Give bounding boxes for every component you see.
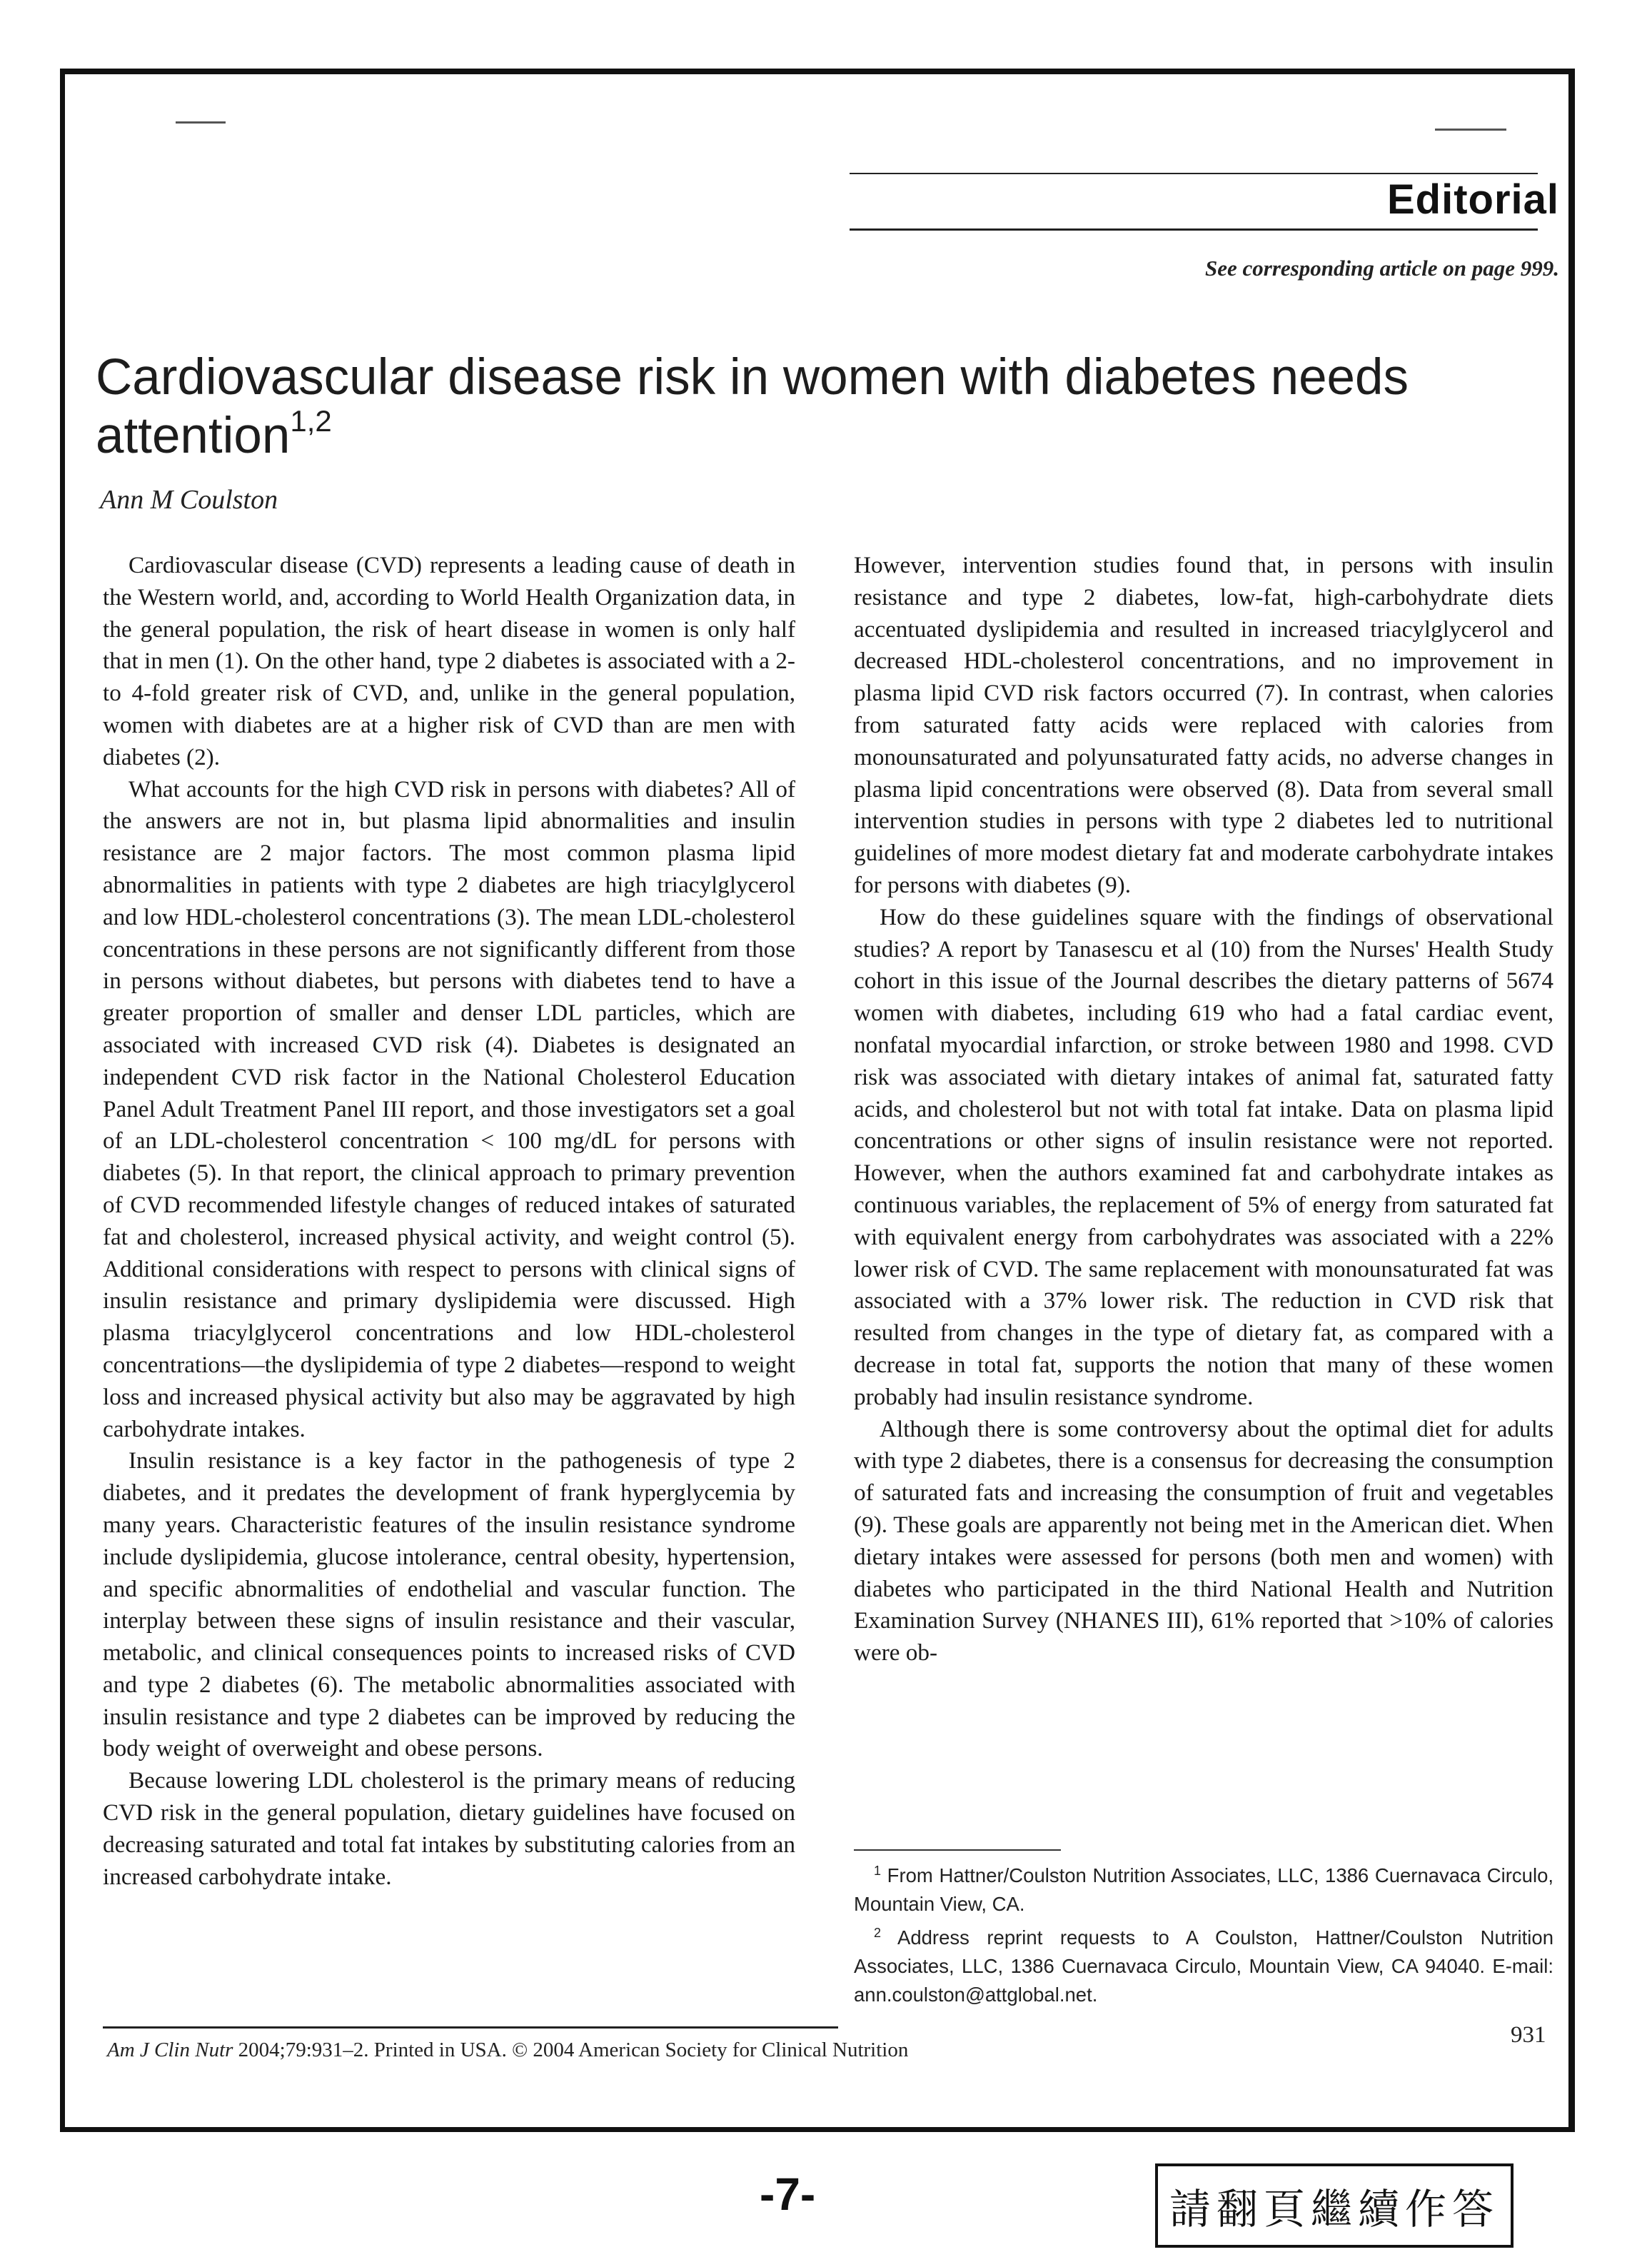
- footnote: [854, 1856, 1553, 1919]
- header-rule-bottom: [850, 228, 1538, 231]
- footnote-rule: [854, 1849, 1061, 1851]
- footnote-text: Address reprint requests to A Coulston, Hattner/Coulston Nutrition Associates, LLC, 1386 Cuernavaca Circulo, Mountain View, CA 94040. E-mail: ann.coulston@attglobal.net.: [854, 1926, 1553, 2006]
- citation-text: 2004;79:931–2. Printed in USA. © 2004 American Society for Clinical Nutrition: [238, 2039, 909, 2061]
- header-rule-top: [850, 173, 1538, 174]
- footnote-text: From Hattner/Coulston Nutrition Associates, LLC, 1386 Cuernavaca Circulo, Mountain View, CA.: [854, 1864, 1553, 1916]
- scan-speck: [176, 121, 226, 124]
- journal-name: Am J Clin Nutr: [107, 2039, 233, 2061]
- continue-note-text: 請翻頁繼續作答: [1169, 2185, 1499, 2233]
- continue-note-box: [1155, 2163, 1514, 2248]
- left-column: [103, 550, 795, 1893]
- right-column: [854, 550, 1553, 1669]
- article-title: [96, 348, 1523, 466]
- paragraph: However, intervention studies found that, in persons with insulin resistance and type 2 diabetes, low-fat, high-carbohydrate diets accentuated dyslipidemia and resulted in increased triacylglycerol and decreased HDL-cholesterol concentrations, and no improvement in plasma lipid CVD risk factors occurred (7). In contrast, when calories from saturated fatty acids were replaced with calories from monounsaturated and polyunsaturated fatty acids, no adverse changes in plasma lipid concentrations were observed (8). Data from several small intervention studies in persons with type 2 diabetes led to nutritional guidelines of more modest dietary fat and moderate carbohydrate intakes for persons with diabetes (9).: [854, 552, 1553, 898]
- paragraph: Although there is some controversy about the optimal diet for adults with type 2 diabetes, there is a consensus for decreasing the consumption of saturated fats and increasing the consumption of fruit and vegetables (9). These goals are apparently not being met in the American diet. When dietary intakes were assessed for persons (both men and women) with diabetes who participated in the third National Health and Nutrition Examination Survey (NHANES III), 61% reported that >10% of calories were ob-: [854, 1415, 1553, 1667]
- footer-rule: [103, 2026, 838, 2029]
- paragraph: Insulin resistance is a key factor in the pathogenesis of type 2 diabetes, and it predates the development of frank hyperglycemia by many years. Characteristic features of the insulin resistance syndrome include dyslipidemia, glucose intolerance, central obesity, hypertension, and specific abnormalities of endothelial and vascular function. The interplay between these signs of insulin resistance and their vascular, metabolic, and clinical consequences points to increased risks of CVD and type 2 diabetes (6). The metabolic abnormalities associated with insulin resistance and type 2 diabetes can be improved by reducing the body weight of overweight and obese persons.: [103, 1447, 795, 1762]
- title-text: Cardiovascular disease risk in women with diabetes needs attention: [96, 349, 1409, 464]
- section-label: Editorial: [1386, 176, 1559, 223]
- citation-line: [107, 2039, 908, 2062]
- footnotes: [854, 1856, 1553, 2009]
- exam-sheet-number: -7-: [760, 2168, 816, 2220]
- footnote: [854, 1919, 1553, 2009]
- paragraph: How do these guidelines square with the findings of observational studies? A report by Tanasescu et al (10) from the Nurses' Health Study cohort in this issue of the Journal describes the dietary patterns of 5674 women with diabetes, including 619 who had a fatal cardiac event, nonfatal myocardial infarction, or stroke between 1980 and 1998. CVD risk was associated with dietary intakes of animal fat, saturated fatty acids, and cholesterol but not with total fat intake. Data on plasma lipid concentrations or other signs of insulin resistance were not reported. However, when the authors examined fat and carbohydrate intakes as continuous variables, the replacement of 5% of energy from saturated fat with equivalent energy from carbohydrates was associated with a 22% lower risk of CVD. The same replacement with monounsaturated fat was associated with a 37% lower risk. The reduction in CVD risk that resulted from changes in the type of dietary fat, as compared with a decrease in total fat, supports the notion that many of these women probably had insulin resistance syndrome.: [854, 903, 1553, 1410]
- title-footnote-marks: 1,2: [290, 404, 332, 438]
- paragraph: What accounts for the high CVD risk in persons with diabetes? All of the answers are not in, but plasma lipid abnormalities and insulin resistance are 2 major factors. The most common plasma lipid abnormalities in patients with type 2 diabetes are high triacylglycerol and low HDL-cholesterol concentrations (3). The mean LDL-cholesterol concentrations in these persons are not significantly different from those in persons without diabetes, but persons with diabetes tend to have a greater proportion of smaller and denser LDL particles, which are associated with increased CVD risk (4). Diabetes is designated an independent CVD risk factor in the National Cholesterol Education Panel Adult Treatment Panel III report, and those investigators set a goal of an LDL-cholesterol concentration < 100 mg/dL for persons with diabetes (5). In that report, the clinical approach to primary prevention of CVD recommended lifestyle changes of reduced intakes of saturated fat and cholesterol, increased physical activity, and weight control (5). Additional considerations with respect to persons with clinical signs of insulin resistance and primary dyslipidemia were discussed. High plasma triacylglycerol concentrations and low HDL-cholesterol concentrations—the dyslipidemia of type 2 diabetes—respond to weight loss and increased physical activity but also may be aggravated by high carbohydrate intakes.: [103, 775, 795, 1442]
- scan-speck: [1435, 129, 1506, 131]
- page-number: 931: [1511, 2022, 1546, 2048]
- corresponding-article-note: See corresponding article on page 999.: [1205, 256, 1559, 281]
- paragraph: Cardiovascular disease (CVD) represents a leading cause of death in the Western world, and, according to World Health Organization data, in the general population, the risk of heart disease in women is only half that in men (1). On the other hand, type 2 diabetes is associated with a 2- to 4-fold greater risk of CVD, and, unlike in the general population, women with diabetes are at a higher risk of CVD than are men with diabetes (2).: [103, 552, 795, 770]
- footnote-mark: 2: [874, 1926, 882, 1941]
- footnote-mark: 1: [874, 1864, 882, 1878]
- paragraph: Because lowering LDL cholesterol is the primary means of reducing CVD risk in the general population, dietary guidelines have focused on decreasing saturated and total fat intakes by substituting calories from an increased carbohydrate intake.: [103, 1767, 795, 1890]
- author-name: Ann M Coulston: [100, 485, 278, 515]
